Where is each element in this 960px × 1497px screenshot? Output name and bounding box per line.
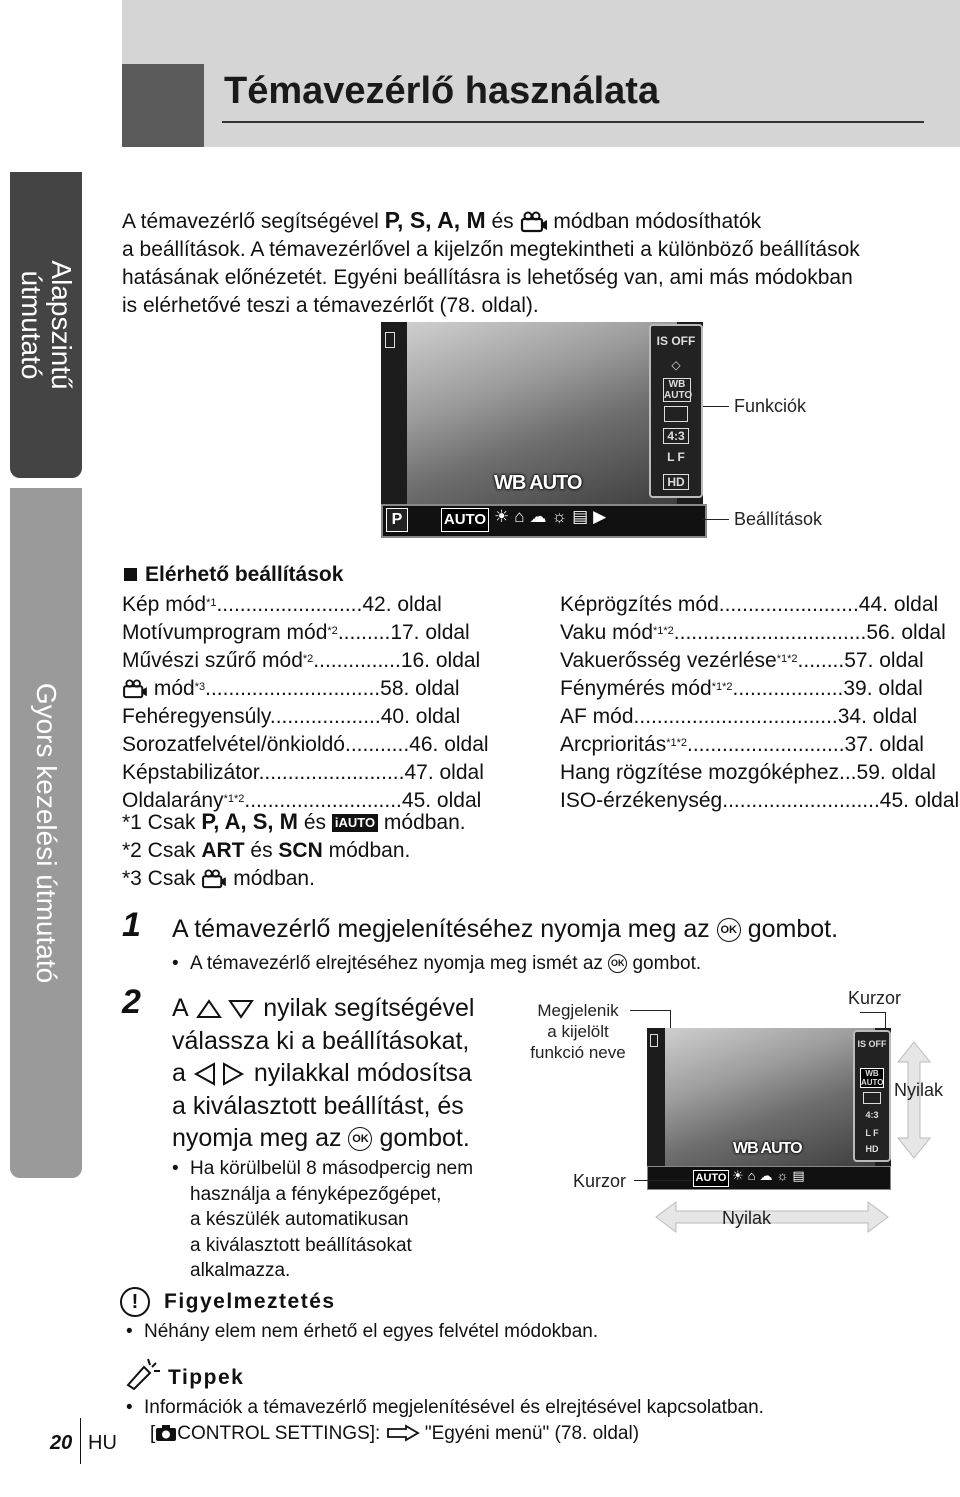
step-2-bullet: • Ha körülbelül 8 másodpercig nem használja a fényképezőgépet, a készülék automatikusan a kiválasztott beállításokat alkalmazza. — [172, 1158, 474, 1281]
panel-item-is-off: IS OFF — [857, 1039, 887, 1049]
available-heading-text: Elérhető beállítások — [145, 563, 344, 586]
list-item: Motívumprogram mód$^{*2}$.........17. oldal — [122, 621, 470, 644]
picture-mode-icon — [863, 1092, 881, 1104]
battery-icon — [650, 1034, 658, 1047]
wb-auto-cursor-small[interactable]: AUTO — [693, 1170, 729, 1187]
intro-paragraph — [122, 206, 942, 320]
intro-line4: is elérhetővé teszi a témavezérlőt (78. oldal). — [122, 294, 539, 317]
shown-leader-h — [630, 1010, 670, 1011]
settings-list-left — [122, 591, 522, 815]
battery-icon — [385, 332, 395, 348]
wb-preview-label-small: WB AUTO — [733, 1140, 802, 1157]
function-panel-small — [853, 1030, 891, 1162]
list-item: Fehéregyensúly...................40. oldal — [122, 705, 461, 728]
footnote-2: *2 Csak ART és SCN módban. — [122, 839, 411, 862]
label-settings: Beállítások — [734, 509, 823, 529]
list-item: AF mód...................................34. oldal — [560, 705, 918, 728]
footnotes — [122, 808, 542, 893]
available-heading — [124, 563, 343, 587]
page-number: 20 — [50, 1432, 73, 1454]
functions-leader — [703, 406, 729, 407]
side-tab-basic-line2: útmutató — [16, 270, 47, 380]
panel-item-quality: L F — [667, 450, 685, 464]
settings-list-right — [560, 591, 960, 815]
header-tab — [122, 64, 204, 147]
settings-leader — [703, 519, 729, 520]
label-arrows-right: Nyilak — [894, 1080, 944, 1100]
list-item: Kép mód$^{*1}$.........................42. oldal — [122, 593, 442, 616]
caution-icon: ! — [120, 1287, 150, 1317]
heading-square-icon — [124, 568, 137, 581]
side-tab-basic-label — [16, 260, 76, 389]
list-item: Művészi szűrő mód$^{*2}$...............16. oldal — [122, 649, 481, 672]
list-item: Sorozatfelvétel/önkioldó...........46. oldal — [122, 733, 489, 756]
intro-line3: hatásának előnézetét. Egyéni beállításra is lehetőség van, ami más módokban — [122, 266, 853, 289]
tips-title: Tippek — [168, 1366, 245, 1389]
step-2-number: 2 — [122, 983, 141, 1021]
panel-item-wb: WB AUTO — [664, 379, 693, 401]
caution-bullet: • Néhány elem nem érhető el egyes felvétel módokban. — [126, 1321, 599, 1342]
control-panel-screen-small — [647, 1028, 891, 1166]
caution-title: Figyelmeztetés — [164, 1290, 336, 1313]
ok-button-icon: OK — [348, 1127, 372, 1151]
intro-modes: P, S, A, M — [384, 207, 486, 233]
list-item: Képrögzítés mód........................44. oldal — [560, 593, 939, 616]
list-item: Vakuerősség vezérlése$^{*1*2}$........57. oldal — [560, 649, 924, 672]
movie-mode-icon — [122, 679, 148, 699]
label-cursor-top: Kurzor — [848, 988, 902, 1008]
tips-text: • Információk a témavezérlő megjelenítésével és elrejtésével kapcsolatban. [ CONTROL SETTINGS]: "Egyéni menü" (78. oldal) — [126, 1397, 764, 1444]
up-down-arrows-icon — [194, 998, 256, 1020]
panel-item-video: HD — [865, 1144, 879, 1154]
label-functions: Funkciók — [734, 396, 807, 416]
picture-mode-icon — [664, 406, 688, 422]
intro-line1-c: módban módosíthatók — [553, 210, 762, 233]
horizontal-arrows-icon — [654, 1200, 890, 1234]
panel-item-wb-selected[interactable]: WB AUTO — [861, 1069, 884, 1087]
panel-item-aspect: 4:3 — [663, 428, 689, 444]
label-arrows-bottom: Nyilak — [722, 1208, 772, 1228]
footer-divider — [80, 1418, 81, 1464]
wb-options-icons: ☀⌂☁☼▤▶ — [494, 507, 612, 526]
list-item: ISO-érzékenység...........................45. oldal — [560, 789, 960, 812]
movie-mode-icon — [201, 869, 227, 889]
panel-item-aspect: 4:3 — [865, 1110, 879, 1120]
header-rule — [222, 121, 924, 123]
ok-button-icon: OK — [717, 918, 741, 942]
side-tab-basic-guide[interactable] — [10, 172, 82, 478]
footnote-3: *3 Csak módban. — [122, 867, 315, 890]
list-item: Hang rögzítése mozgóképhez...59. oldal — [560, 761, 936, 784]
left-right-arrows-icon — [193, 1062, 247, 1086]
cursor-top-leader-h — [860, 1012, 885, 1013]
drive-icon: ◇ — [671, 358, 681, 372]
side-tab-basic-line1: Alapszintű — [46, 260, 77, 390]
list-item: Arcprioritás$^{*1*2}$...........................37. oldal — [560, 733, 924, 756]
language-code: HU — [88, 1432, 117, 1454]
list-item: Vaku mód$^{*1*2}$.................................56. oldal — [560, 621, 946, 644]
side-tab-quick-label: Gyors kezelési útmutató — [31, 682, 62, 984]
function-panel — [649, 324, 703, 498]
list-item: Képstabilizátor.........................47. oldal — [122, 761, 484, 784]
iauto-badge: iAUTO — [332, 814, 378, 832]
pointing-hand-icon — [386, 1424, 420, 1442]
cursor-left-leader — [634, 1180, 692, 1181]
intro-line2: a beállítások. A témavezérlővel a kijelzőn megtekintheti a különböző beállítások — [122, 238, 860, 261]
wb-preview-label: WB AUTO — [494, 472, 582, 494]
list-item: Oldalarány$^{*1*2}$...........................45. oldal — [122, 789, 482, 812]
wb-auto-cursor[interactable]: AUTO — [441, 508, 489, 532]
camera-icon — [155, 1424, 177, 1442]
step-1-bullet: • A témavezérlő elrejtéséhez nyomja meg ismét az OK gombot. — [172, 953, 702, 974]
tips-icon — [122, 1355, 162, 1391]
list-item: mód$^{*3}$..............................58. oldal — [122, 675, 522, 703]
list-item: Fénymérés mód$^{*1*2}$...................39. oldal — [560, 677, 923, 700]
wb-options-icons-small: ☀⌂☁☼▤ — [732, 1168, 809, 1183]
panel-item-quality: L F — [865, 1128, 879, 1138]
movie-mode-icon — [520, 211, 548, 233]
footnote-1: *1 Csak P, A, S, M és iAUTO módban. — [122, 809, 466, 834]
intro-line1-b: és — [491, 210, 514, 233]
ok-button-icon: OK — [608, 954, 627, 973]
page-title: Témavezérlő használata — [224, 70, 660, 112]
intro-line1-a: A témavezérlő segítségével — [122, 210, 379, 233]
panel-item-video: HD — [663, 474, 689, 490]
step-1-number: 1 — [122, 906, 141, 944]
side-tab-quick-guide[interactable] — [10, 488, 82, 1178]
label-cursor-left: Kurzor — [573, 1171, 627, 1191]
control-panel-screen — [381, 322, 703, 504]
step-2-text: A nyilak segítségével válassza ki a beállításokat, a nyilakkal módosítsa a kiválasztott beállítást, és nyomja meg az OK gombot. — [172, 994, 475, 1152]
shooting-mode-badge: P — [386, 508, 408, 532]
label-shown-function: Megjelenik a kijelölt funkció neve — [530, 1001, 626, 1062]
panel-item-is-off: IS OFF — [656, 334, 696, 348]
step-1-text: A témavezérlő megjelenítéséhez nyomja meg az OK gombot. — [172, 915, 839, 943]
